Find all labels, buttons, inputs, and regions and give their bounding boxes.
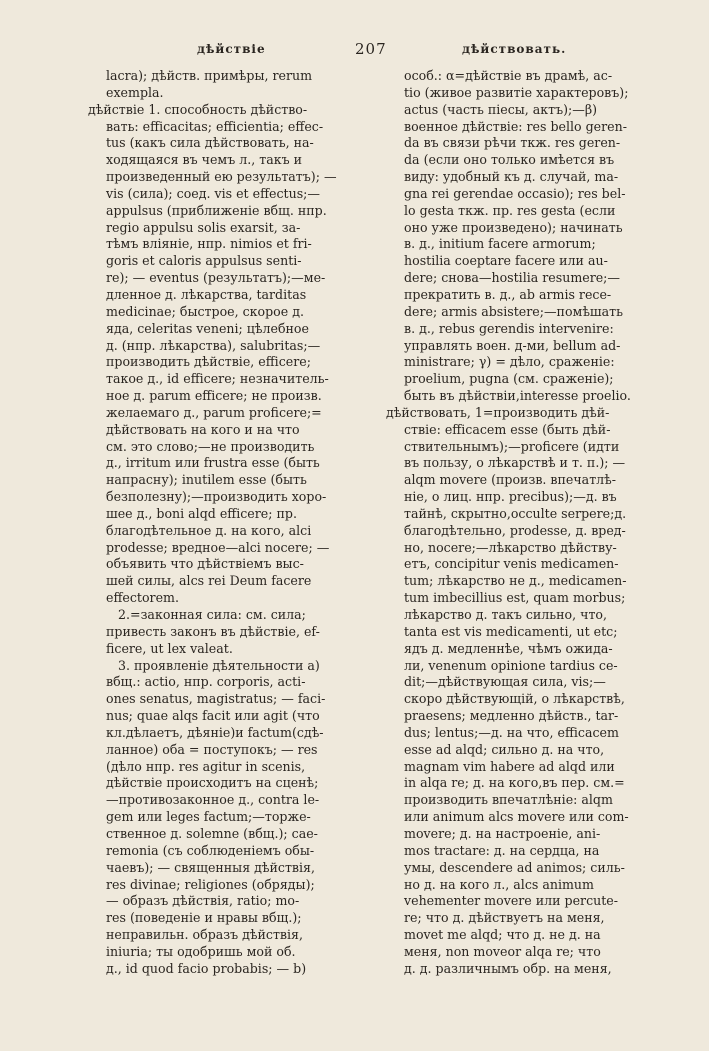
text-line: res (поведеніе и нравы вбщ.); xyxy=(106,910,302,926)
text-line: actus (часть піесы, актъ);—β) xyxy=(404,101,598,117)
text-line: производить дѣйствіе, efficere; xyxy=(106,354,311,370)
text-line: безполезну);—производить хоро- xyxy=(106,489,327,505)
text-line: военное дѣйствіе: res bello geren- xyxy=(404,118,627,134)
text-line: ствительнымъ);—proficere (идти xyxy=(404,438,620,454)
text-line: дѣйствовать на кого и на что xyxy=(106,421,300,437)
text-line: re; что д. дѣйствуетъ на меня, xyxy=(404,910,605,926)
text-line: производить впечатлѣніе: alqm xyxy=(404,792,613,808)
text-line: управлять воен. д-ми, bellum ad- xyxy=(404,337,621,353)
text-line: дѣйствіе 1. способность дѣйство- xyxy=(88,101,308,117)
text-line: gem или leges factum;—торже- xyxy=(106,809,311,825)
text-line: in alqa re; д. на кого,въ пер. см.= xyxy=(404,775,625,791)
text-line: виду: удобный къ д. случай, ma- xyxy=(404,169,619,185)
text-line: medicinae; быстрое, скорое д. xyxy=(106,303,304,319)
text-line: но д. на кого л., alcs animum xyxy=(404,876,594,892)
text-line: lacra); дѣйств. примѣры, rerum xyxy=(106,68,313,83)
text-line: proelium, pugna (см. сраженіе); xyxy=(404,371,614,387)
text-line: дѣйствіе происходитъ на сценѣ; xyxy=(106,775,319,791)
text-line: благодѣтельное д. на кого, alci xyxy=(106,522,312,538)
text-line: етъ, concipitur venis medicamen- xyxy=(404,556,619,572)
text-line: vehementer movere или percute- xyxy=(404,893,619,909)
text-line: такое д., id efficere; незначитель- xyxy=(106,371,329,387)
text-line: д. (нпр. лѣкарства), salubritas;— xyxy=(106,337,321,353)
text-line: prodesse; вредное—alci nocere; — xyxy=(106,539,330,555)
text-line: goris et caloris appulsus senti- xyxy=(106,253,302,269)
text-line: см. это слово;—не производить xyxy=(106,438,315,454)
text-line: дленное д. лѣкарства, tarditas xyxy=(106,286,307,302)
text-line: da въ связи рѣчи ткж. res geren- xyxy=(404,135,621,151)
text-line: дѣйствовать, 1=производить дѣй- xyxy=(386,404,610,420)
text-line: ное д. parum efficere; не произв. xyxy=(106,388,322,404)
text-line: hostilia coeptare facere или au- xyxy=(404,253,608,269)
text-line: (дѣло нпр. res agitur in scenis, xyxy=(106,758,306,774)
left-column xyxy=(88,68,350,978)
text-line: кл.дѣлаетъ, дѣяніе)и factum(сдѣ- xyxy=(106,724,324,740)
text-line: tum imbecillius est, quam morbus; xyxy=(404,590,626,606)
text-line: ніе, о лиц. нпр. precibus);—д. въ xyxy=(404,489,617,505)
running-head-left: дѣйствіе xyxy=(197,42,266,56)
text-line: привесть законъ въ дѣйствіе, ef- xyxy=(106,623,320,639)
text-line: д. д. различнымъ обр. на меня, xyxy=(404,960,612,976)
text-line: esse ad alqd; сильно д. на что, xyxy=(404,741,605,757)
text-line: — образъ дѣйствія, ratio; mo- xyxy=(106,893,300,909)
text-line: gna rei gerendae occasio); res bel- xyxy=(404,185,626,201)
text-line: exempla. xyxy=(106,84,164,100)
text-line: шей силы, alcs rei Deum facere xyxy=(106,573,312,589)
text-line: dit;—дѣйствующая сила, vis;— xyxy=(404,674,606,690)
text-line: movet me alqd; что д. не д. на xyxy=(404,927,601,943)
text-line: чаевъ); — священныя дѣйствія, xyxy=(106,859,315,875)
text-line: напрасну); inutilem esse (быть xyxy=(106,472,307,488)
text-line: ficere, ut lex valeat. xyxy=(106,640,233,656)
text-line: тѣмъ вліяніе, нпр. nimios et fri- xyxy=(106,236,312,252)
text-line: tum; лѣкарство не д., medicamen- xyxy=(404,573,627,589)
text-line: яда, celeritas veneni; цѣлебное xyxy=(106,320,309,336)
text-line: в. д., rebus gerendis intervenire: xyxy=(404,320,614,336)
text-line: —противозаконное д., contra le- xyxy=(106,792,320,808)
text-line: vis (сила); соед. vis et effectus;— xyxy=(106,185,320,201)
text-line: ли, venenum opinione tardius ce- xyxy=(404,657,618,673)
text-line: movere; д. на настроеніе, ani- xyxy=(404,825,601,841)
text-line: произведенный ею результатъ); — xyxy=(106,169,337,185)
text-line: dus; lentus;—д. на что, efficacem xyxy=(404,724,619,740)
text-line: умы, descendere ad animos; силь- xyxy=(404,859,625,875)
text-line: tanta est vis medicamenti, ut etc; xyxy=(404,623,618,639)
text-line: неправильн. образъ дѣйствія, xyxy=(106,927,303,943)
text-line: ministrare; γ) = дѣло, сраженіе: xyxy=(404,354,615,370)
page-header xyxy=(0,40,709,64)
text-line: желаемаго д., parum proficere;= xyxy=(106,404,322,420)
text-line: благодѣтельно, prodesse, д. вред- xyxy=(404,522,626,538)
text-line: тайнѣ, скрытно,occulte serpere;д. xyxy=(404,505,627,521)
text-line: в. д., initium facere armorum; xyxy=(404,236,596,252)
text-line: praesens; медленно дѣйств., tar- xyxy=(404,708,619,724)
text-line: dere; armis absistere;—помѣшать xyxy=(404,303,623,319)
text-line: iniuria; ты одобришь мой об. xyxy=(106,943,296,959)
text-line: ланное) оба = поступокъ; — res xyxy=(106,741,318,757)
text-line: dere; снова—hostilia resumere;— xyxy=(404,270,621,286)
text-line: ядъ д. медленнѣе, чѣмъ ожида- xyxy=(404,640,613,656)
text-line: особ.: α=дѣйствіе въ драмѣ, ac- xyxy=(404,68,613,83)
text-line: tio (живое развитіе характеровъ); xyxy=(404,84,629,100)
text-line: шее д., boni alqd efficere; пр. xyxy=(106,505,297,521)
text-line: д., irritum или frustra esse (быть xyxy=(106,455,320,471)
text-line: nus; quae alqs facit или agit (что xyxy=(106,708,320,724)
text-line: 2.=законная сила: см. сила; xyxy=(118,607,306,622)
text-line: alqm movere (произв. впечатлѣ- xyxy=(404,472,617,488)
text-line: tus (какъ сила дѣйствовать, на- xyxy=(106,135,314,151)
text-line: вать: efficacitas; efficientia; effec- xyxy=(106,118,324,134)
text-line: быть въ дѣйствіи,interesse proelio. xyxy=(404,388,631,404)
text-line: 3. проявленіе дѣятельности а) xyxy=(118,657,320,673)
text-line: но, nocere;—лѣкарство дѣйству- xyxy=(404,539,617,555)
text-line: или animum alcs movere или com- xyxy=(404,809,629,825)
text-line: ствіе: efficacem esse (быть дѣй- xyxy=(404,421,611,437)
text-line: скоро дѣйствующій, о лѣкарствѣ, xyxy=(404,691,625,707)
text-line: remonia (съ соблюденіемъ обы- xyxy=(106,842,315,858)
text-line: magnam vim habere ad alqd или xyxy=(404,758,615,774)
text-line: въ пользу, о лѣкарствѣ и т. п.); — xyxy=(404,455,626,471)
text-line: ственное д. solemne (вбщ.); cae- xyxy=(106,825,318,841)
text-line: ones senatus, magistratus; — faci- xyxy=(106,691,326,707)
page-number: 207 xyxy=(355,40,387,58)
text-line: da (если оно только имѣется въ xyxy=(404,152,615,168)
text-line: regio appulsu solis exarsit, за- xyxy=(106,219,301,235)
text-line: объявить что дѣйствіемъ выс- xyxy=(106,556,304,572)
text-line: mos tractare: д. на сердца, на xyxy=(404,842,600,858)
running-head-right: дѣйствовать. xyxy=(462,42,567,56)
text-line: lo gesta ткж. пр. res gesta (если xyxy=(404,202,616,218)
text-line: прекратить в. д., ab armis rece- xyxy=(404,286,612,302)
right-column xyxy=(386,68,652,978)
text-line: оно уже произведено); начинать xyxy=(404,219,623,235)
text-line: ходящаяся въ чемъ л., такъ и xyxy=(106,152,303,168)
text-line: д., id quod facio probabis; — b) xyxy=(106,960,307,976)
text-line: re); — eventus (результатъ);—мe- xyxy=(106,270,326,286)
text-line: appulsus (приближеніе вбщ. нпр. xyxy=(106,202,327,218)
text-line: меня, non moveor alqa re; что xyxy=(404,943,601,959)
text-line: effectorem. xyxy=(106,590,179,606)
text-line: res divinae; religiones (обряды); xyxy=(106,876,315,892)
text-line: вбщ.: actio, нпр. corporis, acti- xyxy=(106,674,306,690)
text-line: лѣкарство д. такъ сильно, что, xyxy=(404,607,608,622)
